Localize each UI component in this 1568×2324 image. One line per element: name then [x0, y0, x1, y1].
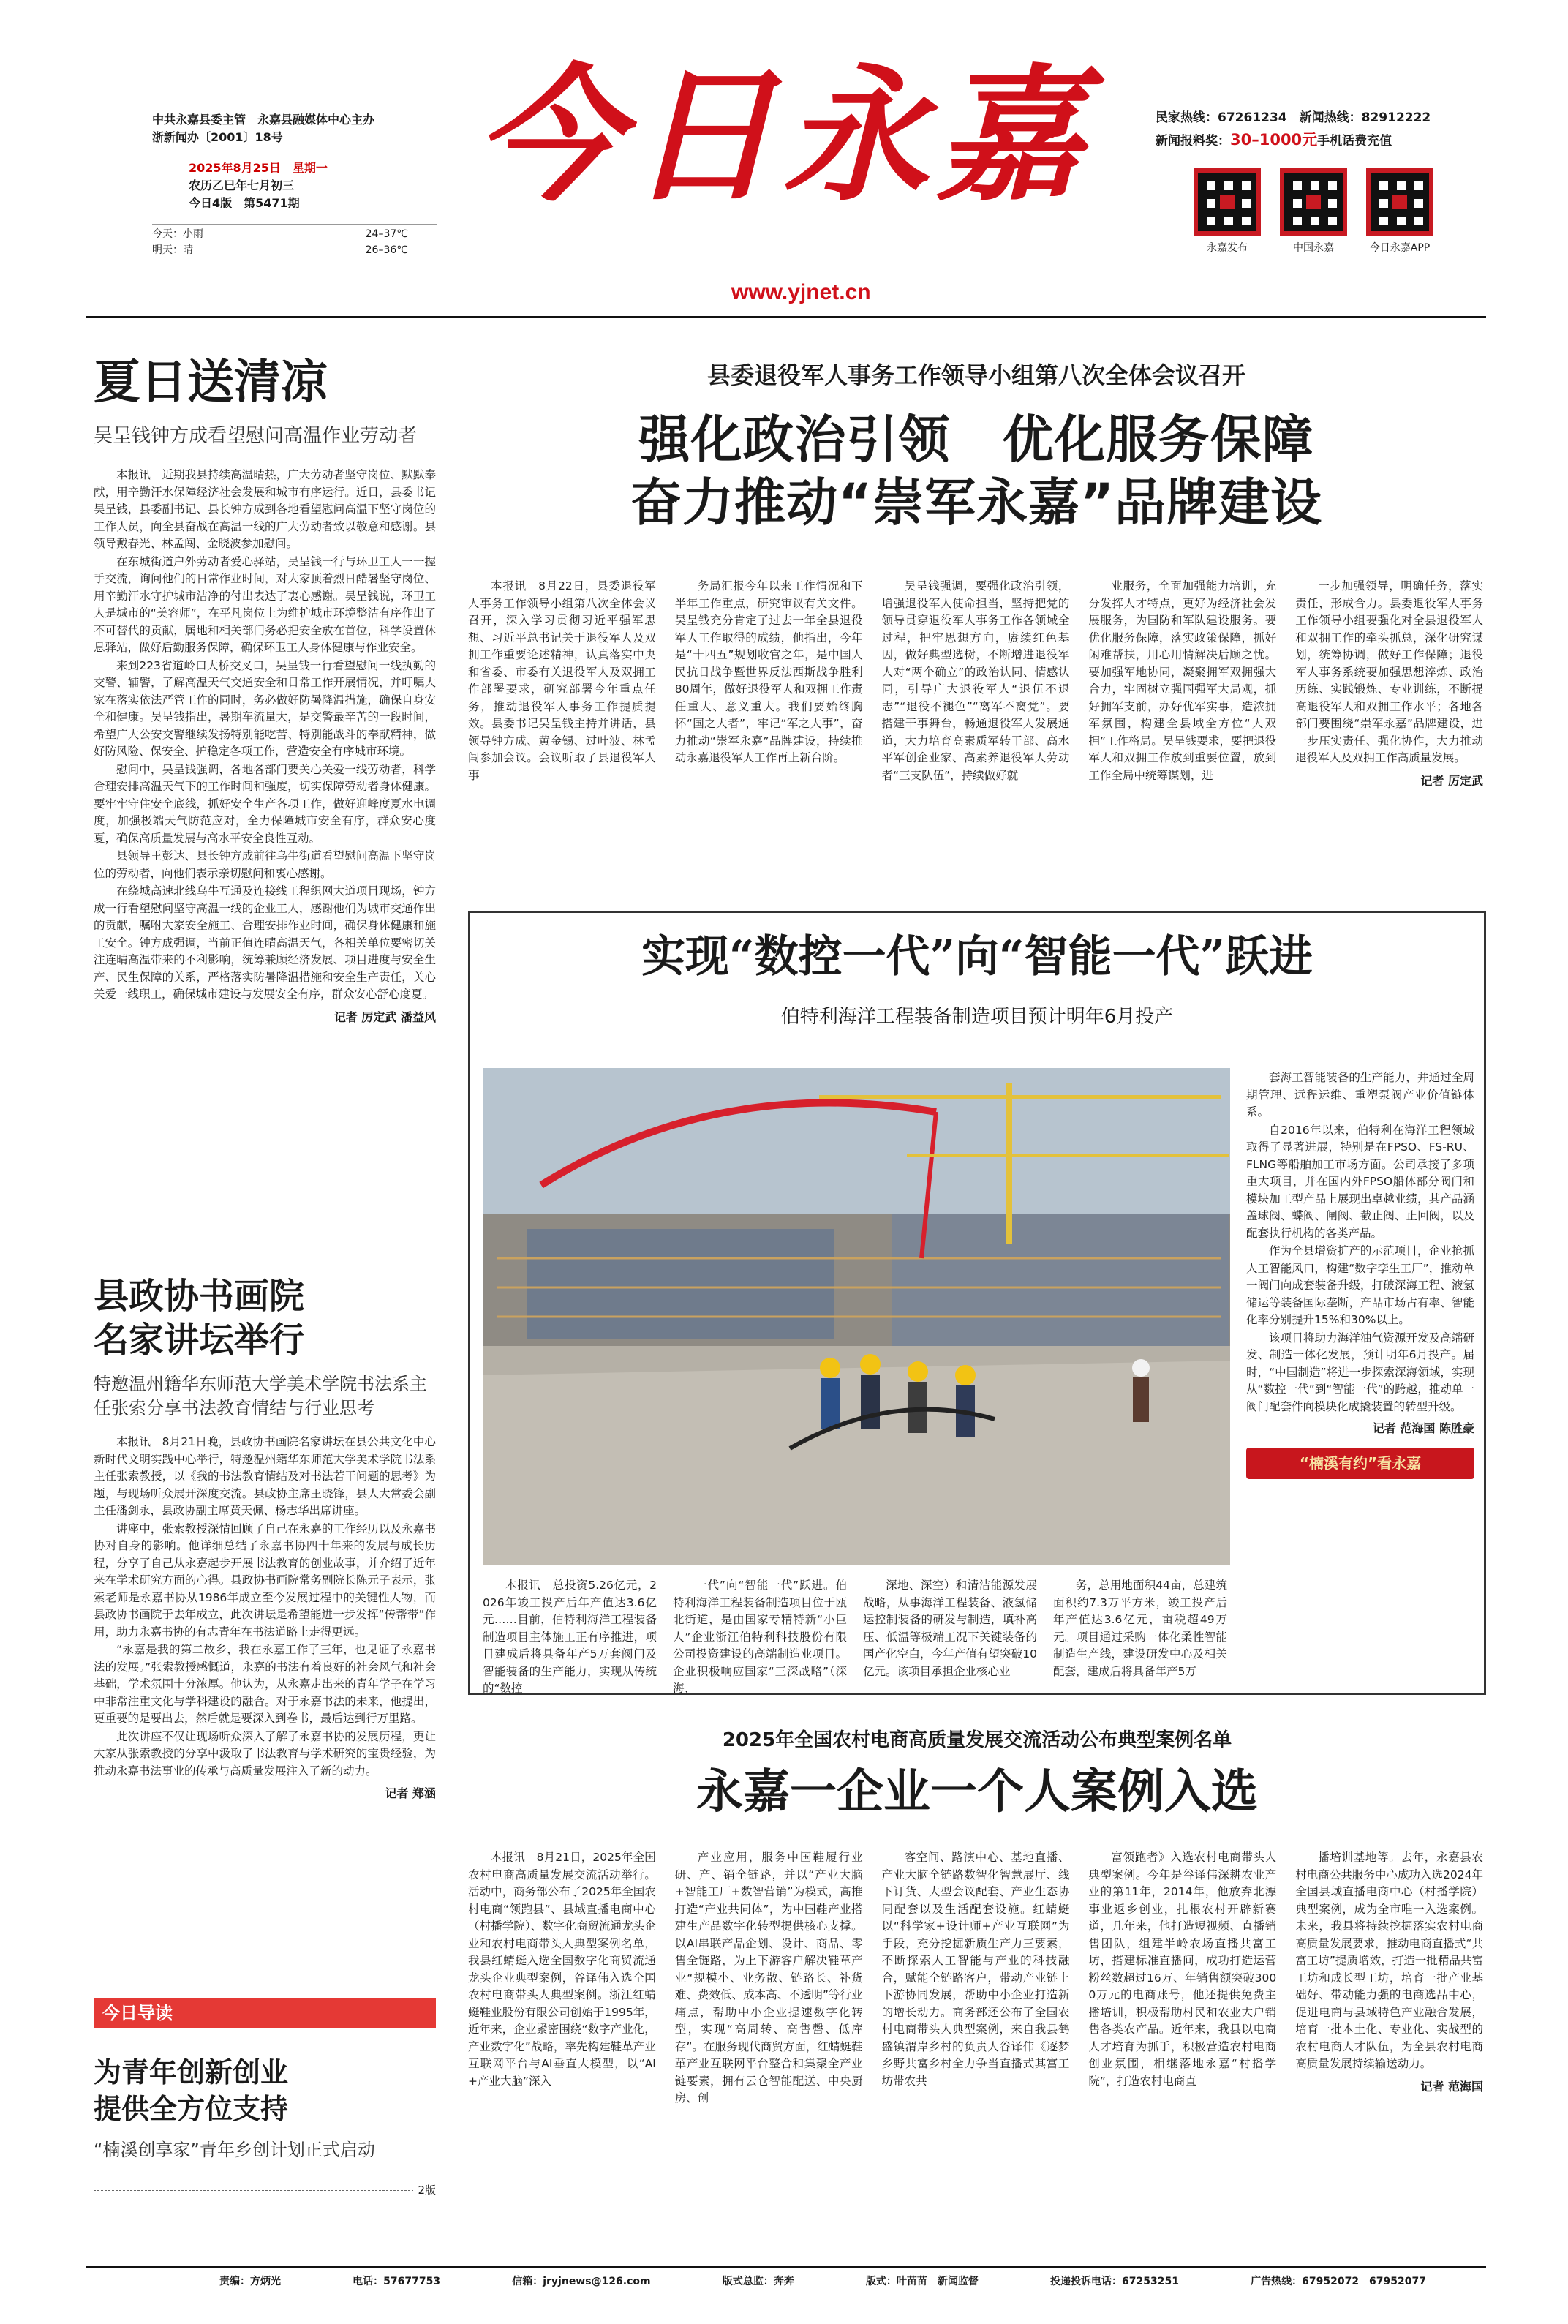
- lead-column: 务局汇报今年以来工作情况和下半年工作重点，研究审议有关文件。吴呈钱充分肯定了过去一年全县退役军人工作取得的成绩，他指出，今年是“十四五”规划收官之年，是中国人民抗日战争暨世界反法西斯战争胜利80周年，做好退役军人和双拥工作责任重大、意义重大。我们要始终胸怀“国之大者”，牢记“军之大事”，奋力推动“崇军永嘉”品牌建设，持续推动永嘉退役军人工作再上新台阶。: [674, 579, 863, 764]
- story-byline: 记者 厉定武 潘益风: [333, 1009, 436, 1024]
- feature-column: 务，总用地面积44亩，总建筑面积约7.3万平方米，竣工投产后年产值达3.6亿元，亩税超49万元。项目通过采购一体化柔性智能制造生产线，建设研发中心及相关配套，建成后将具备年产5万: [1053, 1579, 1227, 1678]
- feature-badge: “楠溪有约”看永嘉: [1246, 1448, 1474, 1480]
- masthead-lunar: 农历乙巳年七月初三: [189, 178, 295, 192]
- qr-label: 永嘉发布: [1207, 242, 1248, 254]
- story-subtitle: 特邀温州籍华东师范大学美术学院书法系主任张索分享书法教育情结与行业思考: [94, 1374, 427, 1418]
- weather-tomorrow-label: 明天：晴: [152, 244, 193, 256]
- ecommerce-column: 客空间、路演中心、基地直播、产业大脑全链路数智化智慧展厅、线下订货、大型会议配套、产业生态协同配套以及生活配套设施。红蜻蜓以“科学家+设计师+产业互联网”为手段，充分挖掘新质生产力三要素，不断探索人工智能与产业的科技融合，赋能全链路客户，带动产业链上下游协同发展，帮助中小企业打造新的增长动力。商务部还公布了全国农村电商带头人典型案例，来自我县鹤盛镇渭岸乡村的负责人谷译伟《逐梦乡野共富乡村全力争当直播式其富工坊带农共: [881, 1851, 1070, 2088]
- lead-kicker: 县委退役军人事务工作领导小组第八次全体会议召开: [706, 361, 1245, 389]
- footer-divider: [86, 2266, 1486, 2268]
- guide-page-ref[interactable]: 2版: [413, 2182, 436, 2197]
- qr-label: 中国永嘉: [1293, 242, 1334, 254]
- qr-label: 今日永嘉APP: [1369, 242, 1431, 254]
- feature-headline[interactable]: 实现“数控一代”向“智能一代”跃进: [641, 931, 1313, 982]
- ecommerce-column: 产业应用，服务中国鞋履行业研、产、销全链路，并以“产业大脑+智能工厂+数智营销”为模式，高推打造“产业共同体”，为中国鞋产业搭建生产品数字化转型提供核心支撑。以AI串联产品企划、设计、商品、零售全链路，为上下游客户解决鞋革产业“规模小、业务散、链路长、补货难、费效低、成本高、不透明”等行业痛点，帮助中小企业提速数字化转型，实现“高周转、高售罄、低库存”。在服务现代商贸方面，红蜻蜓鞋革产业互联网平台整合和集聚全产业链要素，拥有云仓智能配送、中央厨房、创: [674, 1851, 863, 2105]
- lead-column: 本报讯 8月22日，县委退役军人事务工作领导小组第八次全体会议召开，深入学习贯彻习近平强军思想、习近平总书记关于退役军人及双拥工作重要论述精神，认真落实中央和省委、市委有关退役军人及双拥工作部署要求，研究部署今年重点任务，推动退役军人事务工作提质提效。县委书记吴呈钱主持并讲话，县领导钟方成、黄金锡、过叶波、林孟闯参加会议。会议听取了县退役军人事: [468, 579, 656, 782]
- story-body: 本报讯 8月21日晚，县政协书画院名家讲坛在县公共文化中心新时代文明实践中心举行，特邀温州籍华东师范大学美术学院书法系主任张索教授，以《我的书法教育情结及对书法若干问题的思考》为题，与现场听众展开深度交流。县政协主席王晓锋，县人大常委会副主任潘剑永，县政协副主席黄天佩、杨志华出席讲座。 讲座中，张索教授深情回顾了自己在永嘉的工作经历以及永嘉书协对自身的影响。他详细总结了永嘉书协四十年来的发展与成长历程，分享了自己从永嘉起步开展书法教育的创业故事，并介绍了近年来在学术研究方面的心得。县政协书画院常务副院长陈元子表示，张索老师是永嘉书协从1986年成立至今发展过程中的关键性人物，而县政协书画院于去年成立，此次讲坛是希望能进一步发挥“传帮带”作用，助力永嘉书协的有志青年在书法道路上走得更远。 “永嘉是我的第二故乡，我在永嘉工作了三年，也见证了永嘉书法的发展。”张索教授感慨道，永嘉的书法有着良好的社会风气和社会基础，学术氛围十分浓厚。他认为，从永嘉走出来的青年学子在学习中非常注重文化与学科建设的融合。对于永嘉书法的未来，他提出，更重要的是要出去，然后就是要深入到卷书，最后达到行万里路。 此次讲座不仅让现场听众深入了解了永嘉书协的发展历程，更让大家从张索教授的分享中汲取了书法教育与学术研究的宝贵经验，为推动永嘉书法事业的传承与高质量发展注入了新的动力。: [94, 1435, 436, 1778]
- masthead-license: 浙新闻办〔2001〕18号: [152, 130, 283, 144]
- qr-code-icon[interactable]: [1366, 168, 1433, 236]
- ecommerce-headline[interactable]: 永嘉一企业一个人案例入选: [696, 1764, 1258, 1819]
- lead-column: 一步加强领导，明确任务，落实责任，形成合力。县委退役军人事务工作领导小组要强化对全县退役军人和双拥工作的牵头抓总，深化研究谋划，统筹协调，做好工作保障；退役军人事务系统要加强思想淬炼、政治历练、实践锻炼、专业训练，不断提高退役军人和双拥工作水平；各地各部门要围绕“崇军永嘉”品牌建设，进一步压实责任、强化协作，大力推动退役军人及双拥工作高质量发展。: [1295, 579, 1483, 764]
- guide-header: 今日导读: [94, 1998, 436, 2028]
- story-title[interactable]: 县政协书画院 名家讲坛举行: [94, 1276, 305, 1361]
- lead-byline: 记者 厉定武: [1420, 773, 1483, 788]
- story-body: 本报讯 近期我县持续高温晴热，广大劳动者坚守岗位、默默奉献，用辛勤汗水保障经济社会发展和城市有序运行。近日，县委书记吴呈钱，县委副书记、县长钟方成到各地看望慰问高温下坚守岗位的工作人员，向全县奋战在高温一线的广大劳动者致以敬意和感谢。县领导戴春光、林孟闯、金晓波参加慰问。 在东城街道户外劳动者爱心驿站，吴呈钱一行与环卫工人一一握手交流，询问他们的日常作业时间，对大家顶着烈日酷暑坚守岗位、用辛勤汗水守护城市洁净的付出表达了衷心感谢。吴呈钱说，环卫工人是城市的“美容师”，在平凡岗位上为维护城市环境整洁有序作出了不可替代的贡献，属地和相关部门务必把安全放在首位，科学设置休息驿站，做好后勤服务保障，确保环卫工人身体健康与作业安全。 来到223省道岭口大桥交叉口，吴呈钱一行看望慰问一线执勤的交警、辅警，了解高温天气交通安全和日常工作开展情况，并叮嘱大家在落实依法严管工作的同时，务必做好防暑降温措施，确保自身安全和健康。吴呈钱指出，暑期车流量大，是交警最辛苦的一段时间，希望广大公安交警继续发扬特别能吃苦、特别能战斗的奉献精神，做好防风险、保安全、护稳定各项工作，营造安全有序城市环境。 慰问中，吴呈钱强调，各地各部门要关心关爱一线劳动者，科学合理安排高温天气下的工作时间和强度，切实保障劳动者身体健康。要牢牢守住安全底线，抓好安全生产各项工作，做好迎峰度夏水电调度，加强极端天气防范应对，全力保障城市安全有序，群众安心度夏，确保高质量发展与高水平安全良性互动。 县领导王彭达、县长钟方成前往乌牛街道看望慰问高温下坚守岗位的劳动者，向他们表示亲切慰问和衷心感谢。 在绕城高速北线乌牛互通及连接线工程织网大道项目现场，钟方成一行看望慰问坚守高温一线的企业工人，感谢他们为城市交通作出的贡献，嘱咐大家安全施工、合理安排作业时间，确保身体健康和施工安全。钟方成强调，当前正值连晴高温天气，各相关单位要密切关注连晴高温带来的不利影响，统筹兼顾经济发展、项目进度与安全生产、民生保障的关系，严格落实防暑降温措施和安全生产责任，关心关爱一线职工，确保城市建设与发展安全有序，群众安心舒心度夏。: [94, 468, 436, 1001]
- lead-column: 吴呈钱强调，要强化政治引领，增强退役军人使命担当，坚持把党的领导贯穿退役军人事务工作各领域全过程，把牢思想方向，赓续红色基因，做好典型选树，不断增进退役军人对“两个确立”的政治认同、情感认同，引导广大退役军人“退伍不退志”“退役不褪色”“离军不离党”。要搭建干事舞台，畅通退役军人发展通道，大力培育高素质军转干部、高水平军创企业家、高素养退役军人劳动者“三支队伍”，持续做好就: [881, 579, 1070, 782]
- ecommerce-column: 播培训基地等。去年，永嘉县农村电商公共服务中心成功入选2024年全国县域直播电商中心（村播学院）典型案例，成为全市唯一入选案例。未来，我县将持续挖掘落实农村电商高质量发展要求，推动电商直播式“共富工坊”提质增效，打造一批精品共富工坊和成长型工坊，培育一批产业基础好、带动能力强的电商选品中心，促进电商与县域特色产业融合发展，培育一批本土化、专业化、实战型的农村电商人才队伍，为全县农村电商高质量发展持续输送动力。: [1295, 1851, 1483, 2070]
- ecommerce-column: 富领跑者》入选农村电商带头人典型案例。今年是谷译伟深耕农业产业的第11年，2014年，他放弃北漂事业返乡创业，扎根农村开辟新赛道，几年来，他打造短视频、直播销售团队，组建半岭农场直播共富工坊，搭建标准直播间，成功打造运营粉丝数超过16万、年销售额突破3000万元的电商账号，他还提供免费主播培训，积极帮助村民和农业大户销售各类农产品。近年来，我县以电商人才培育为抓手，积极营造农村电商创业氛围，相继落地永嘉“村播学院”，打造农村电商直: [1088, 1851, 1277, 2088]
- feature-subtitle: 伯特利海洋工程装备制造项目预计明年6月投产: [780, 1006, 1174, 1028]
- ecommerce-column: 本报讯 8月21日，2025年全国农村电商高质量发展交流活动举行。活动中，商务部公布了2025年全国农村电商“领跑县”、县域直播电商中心（村播学院）、数字化商贸流通龙头企业和农村电商带头人典型案例名单，我县红蜻蜓入选全国数字化商贸流通龙头企业典型案例，谷译伟入选全国农村电商带头人典型案例。浙江红蜻蜓鞋业股份有限公司创始于1995年，近年来，企业紧密围绕“数字产业化，产业数字化”战略，率先构建鞋革产业互联网平台与AI垂直大模型，以“AI+产业大脑”深入: [468, 1851, 656, 2088]
- footer-item[interactable]: 信箱：jryjnews@126.com: [512, 2276, 651, 2287]
- masthead-title: 今日永嘉: [475, 50, 1090, 222]
- feature-column: 本报讯 总投资5.26亿元，2026年竣工投产后年产值达3.6亿元……目前，伯特利海洋工程装备制造项目主体施工正有序推进，项目建成后将具备年产5万套阀门及智能装备的生产能力，实现从传统的“数控: [483, 1579, 657, 1695]
- masthead-divider: [86, 316, 1486, 318]
- guide-summary: “楠溪创享家”青年乡创计划正式启动: [94, 2140, 375, 2160]
- lead-column: 业服务，全面加强能力培训，充分发挥人才特点，更好为经济社会发展服务，为国防和军队建设服务。要优化服务保障，落实政策保障，抓好闲难帮扶，用心用情解决后顾之忧。要加强军地协同，凝聚拥军双拥强大合力，牢固树立强国强军大局观，抓好拥军支前，办好优军实事，造浓拥军氛围，构建全县域全方位“大双拥”工作格局。吴呈钱要求，要把退役军人和双拥工作放到重要位置，放到工作全局中统筹谋划，进: [1088, 579, 1277, 782]
- feature-side-text: 套海工智能装备的生产能力，并通过全周期管理、远程运维、重塑泵阀产业价值链体系。 自2016年以来，伯特利在海洋工程领域取得了显著进展，特别是在FPSO、FS-RU、FLNG等船舶加工市场方面。公司承接了多项重大项目，并在国内外FPSO船体部分阀门和模块加工型产品上展现出卓越业绩，其产品涵盖球阀、蝶阀、闸阀、截止阀、止回阀，以及配套执行机构的各类产品。 作为全县增资扩产的示范项目，企业抢抓人工智能风口，构建“数字孪生工厂”，推动单一阀门向成套装备升级，打破深海工程、液氢储运等装备国际垄断，产品市场占有率、智能化率分别提升15%和30%以上。 该项目将助力海洋油气资源开发及高端研发、制造一体化发展，预计明年6月投产。届时，“中国制造”将进一步探索深海领域，实现从“数控一代”到“智能一代”的跨越，推动单一阀门配套件向模块化成撬装置的转型升级。 记者 范海国 陈胜豪 “楠溪有约”看永嘉: [1246, 1069, 1474, 1479]
- footer-bar: [219, 2274, 1426, 2288]
- construction-photo: [483, 1068, 1230, 1565]
- story-title[interactable]: 夏日送清凉: [94, 356, 328, 410]
- feature-column: 深地、深空）和清洁能源发展战略，从事海洋工程装备、液氢储运控制装备的研发与制造，填补高压、低温等极端工况下关键装备的国产化空白，今年产值有望突破10亿元。该项目承担企业核心业: [863, 1579, 1037, 1678]
- qr-code-icon[interactable]: [1194, 168, 1261, 236]
- ecommerce-kicker: 2025年全国农村电商高质量发展交流活动公布典型案例名单: [722, 1729, 1232, 1751]
- hotline-line2: 新闻报料奖：30–1000元手机话费充值: [1156, 131, 1392, 148]
- masthead-sponsors: 中共永嘉县委主管 永嘉县融媒体中心主办: [152, 113, 375, 127]
- masthead-website[interactable]: www.yjnet.cn: [731, 280, 871, 304]
- feature-column: 一代”向“智能一代”跃进。伯特利海洋工程装备制造项目位于瓯北街道，是由国家专精特新“小巨人”企业浙江伯特利科技股份有限公司投资建设的高端制造业项目。企业积极响应国家“三深战略”（深海、: [673, 1579, 847, 1695]
- story-subtitle: 吴呈钱钟方成看望慰问高温作业劳动者: [94, 425, 418, 447]
- footer-item: 版式：叶苗苗 新闻监督: [865, 2276, 979, 2287]
- guide-headline[interactable]: 为青年创新创业 提供全方位支持: [94, 2056, 289, 2125]
- footer-item: 电话：57677753: [353, 2276, 441, 2287]
- qr-code-icon[interactable]: [1280, 168, 1347, 236]
- weather-today-label: 今天：小雨: [152, 228, 203, 240]
- hotline-line1: 民家热线：67261234 新闻热线：82912222: [1156, 110, 1431, 125]
- masthead-edition: 今日4版 第5471期: [189, 196, 300, 210]
- lead-headline[interactable]: 强化政治引领 优化服务保障 奋力推动“崇军永嘉”品牌建设: [630, 410, 1322, 533]
- ecommerce-byline: 记者 范海国: [1420, 2079, 1483, 2094]
- feature-side-byline: 记者 范海国 陈胜豪: [1372, 1421, 1474, 1435]
- masthead-date: 2025年8月25日 星期一: [189, 161, 328, 175]
- story-byline: 记者 郑涵: [385, 1786, 436, 1800]
- footer-item: 责编：方炳光: [219, 2276, 281, 2287]
- footer-item: 投递投诉电话：67253251: [1050, 2276, 1179, 2287]
- footer-item: 广告热线：67952072 67952077: [1251, 2276, 1426, 2287]
- weather-tomorrow-temp: 26–36℃: [365, 244, 408, 256]
- footer-item: 版式总监：奔奔: [722, 2276, 794, 2287]
- weather-today-temp: 24–37℃: [365, 228, 408, 240]
